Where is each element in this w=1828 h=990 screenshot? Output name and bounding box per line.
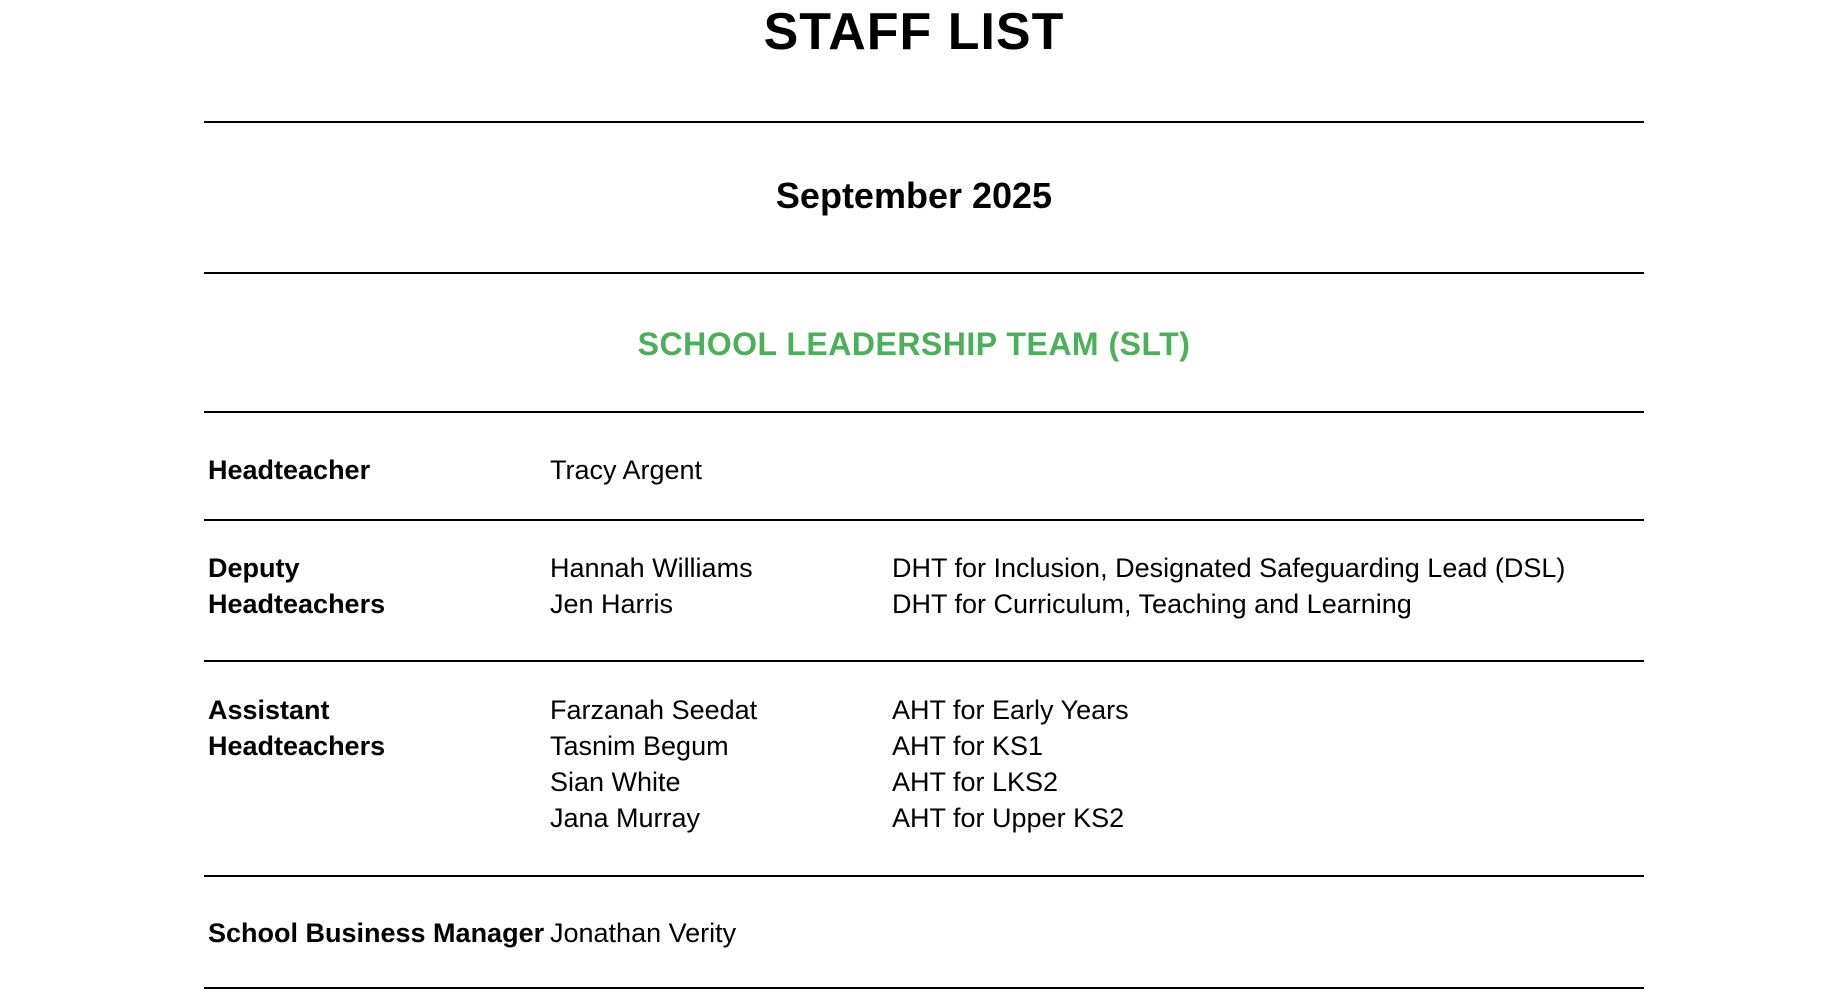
page-title: STAFF LIST	[763, 3, 1065, 61]
staff-duty: AHT for KS1	[892, 731, 1044, 761]
staff-name: Tracy Argent	[550, 455, 703, 485]
role-label	[208, 452, 548, 488]
staff-duty: AHT for LKS2	[892, 767, 1059, 797]
section-heading: SCHOOL LEADERSHIP TEAM (SLT)	[637, 326, 1191, 362]
staff-duty: AHT for Upper KS2	[892, 803, 1125, 833]
role-label	[208, 692, 548, 764]
role-label-line: School Business Manager	[208, 918, 545, 948]
staff-name: Tasnim Begum	[550, 731, 729, 761]
date-heading: September 2025	[775, 175, 1053, 216]
divider	[204, 121, 1644, 123]
staff-name: Jonathan Verity	[550, 918, 737, 948]
divider	[204, 987, 1644, 989]
divider	[204, 660, 1644, 662]
role-label-line: Assistant	[208, 695, 330, 725]
staff-names	[550, 550, 890, 622]
staff-name: Farzanah Seedat	[550, 695, 758, 725]
staff-name: Hannah Williams	[550, 553, 753, 583]
staff-name: Jen Harris	[550, 589, 674, 619]
staff-duty: AHT for Early Years	[892, 695, 1129, 725]
staff-names	[550, 915, 890, 951]
role-label-line: Headteachers	[208, 589, 386, 619]
role-label	[208, 550, 548, 622]
divider	[204, 875, 1644, 877]
role-label	[208, 915, 548, 951]
divider	[204, 272, 1644, 274]
divider	[204, 411, 1644, 413]
staff-duty: DHT for Curriculum, Teaching and Learning	[892, 589, 1412, 619]
staff-names	[550, 692, 890, 836]
staff-duties	[892, 692, 1652, 836]
staff-duty: DHT for Inclusion, Designated Safeguarding Lead (DSL)	[892, 553, 1566, 583]
role-label-line: Headteachers	[208, 731, 386, 761]
staff-names	[550, 452, 890, 488]
staff-name: Sian White	[550, 767, 681, 797]
staff-name: Jana Murray	[550, 803, 701, 833]
role-label-line: Deputy	[208, 553, 300, 583]
role-label-line: Headteacher	[208, 455, 371, 485]
staff-duties	[892, 550, 1652, 622]
divider	[204, 519, 1644, 521]
